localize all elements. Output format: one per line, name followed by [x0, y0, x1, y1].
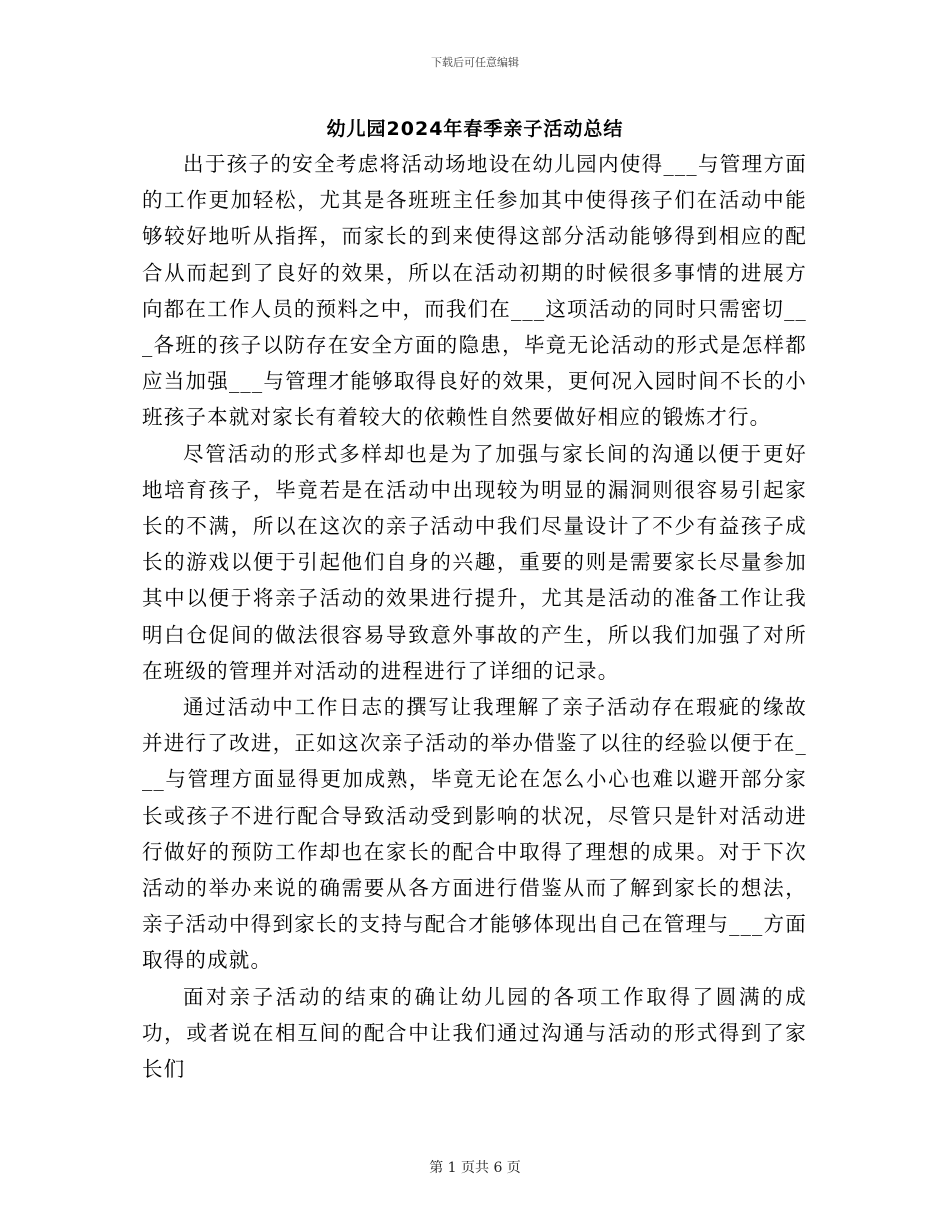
paragraph: 出于孩子的安全考虑将活动场地设在幼儿园内使得___与管理方面的工作更加轻松，尤其是各班班主任参加其中使得孩子们在活动中能够较好地听从指挥，而家长的到来使得这部分活动能够得到相应的配合从而起到了良好的效果，所以在活动初期的时候很多事情的进展方向都在工作人员的预料之中，而我们在___这项活动的同时只需密切___各班的孩子以防存在安全方面的隐患，毕竟无论活动的形式是怎样都应当加强___与管理才能够取得良好的效果，更何况入园时间不长的小班孩子本就对家长有着较大的依赖性自然要做好相应的锻炼才行。	[142, 152, 807, 430]
document-title: 幼儿园2024年春季亲子活动总结	[326, 118, 624, 140]
paragraph: 通过活动中工作日志的撰写让我理解了亲子活动存在瑕疵的缘故并进行了改进，正如这次亲子活动的举办借鉴了以往的经验以便于在___与管理方面显得更加成熟，毕竟无论在怎么小心也难以避开部分家长或孩子不进行配合导致活动受到影响的状况，尽管只是针对活动进行做好的预防工作却也在家长的配合中取得了理想的成果。对于下次活动的举办来说的确需要从各方面进行借鉴从而了解到家长的想法，亲子活动中得到家长的支持与配合才能够体现出自己在管理与___方面取得的成就。	[142, 695, 807, 973]
paragraph: 面对亲子活动的结束的确让幼儿园的各项工作取得了圆满的成功，或者说在相互间的配合中让我们通过沟通与活动的形式得到了家长们	[142, 984, 807, 1082]
paragraph: 尽管活动的形式多样却也是为了加强与家长间的沟通以便于更好地培育孩子，毕竟若是在活动中出现较为明显的漏洞则很容易引起家长的不满，所以在这次的亲子活动中我们尽量设计了不少有益孩子成长的游戏以便于引起他们自身的兴趣，重要的则是需要家长尽量参加其中以便于将亲子活动的效果进行提升，尤其是活动的准备工作让我明白仓促间的做法很容易导致意外事故的产生，所以我们加强了对所在班级的管理并对活动的进程进行了详细的记录。	[142, 441, 807, 683]
document-body	[142, 146, 807, 1087]
header-note: 下载后可任意编辑	[431, 56, 519, 69]
page-number: 第 1 页共 6 页	[429, 1160, 521, 1176]
